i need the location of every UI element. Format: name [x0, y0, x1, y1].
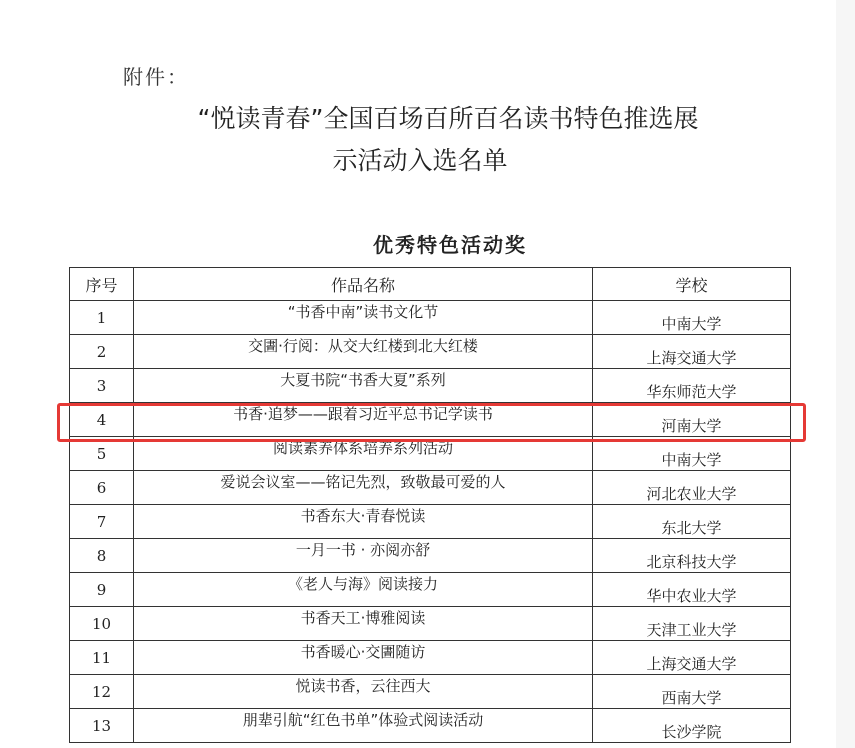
row-work-name: “书香中南”读书文化节: [134, 301, 593, 335]
row-school: 河北农业大学: [593, 471, 791, 505]
row-number: 11: [70, 641, 134, 675]
header-work-name: 作品名称: [134, 268, 593, 301]
row-school: 北京科技大学: [593, 539, 791, 573]
document-title-line-1: “悦读青春”全国百场百所百名读书特色推选展: [197, 104, 699, 133]
table-row: [70, 641, 791, 675]
row-work-name: 书香·追梦——跟着习近平总书记学读书: [134, 403, 593, 437]
section-title: 优秀特色活动奖: [373, 233, 527, 257]
row-number: 13: [70, 709, 134, 743]
table-row: [70, 505, 791, 539]
row-work-name: 书香东大·青春悦读: [134, 505, 593, 539]
row-work-name: 爱说会议室——铭记先烈，致敬最可爱的人: [134, 471, 593, 505]
document-title-line-2: 示活动入选名单: [332, 146, 508, 175]
row-school: 天津工业大学: [593, 607, 791, 641]
row-work-name: 书香天工·博雅阅读: [134, 607, 593, 641]
row-school: 河南大学: [593, 403, 791, 437]
row-number: 8: [70, 539, 134, 573]
table-row: [70, 471, 791, 505]
table-row: [70, 573, 791, 607]
table-header-row: [70, 268, 791, 301]
row-number: 7: [70, 505, 134, 539]
table-row: [70, 539, 791, 573]
row-number: 12: [70, 675, 134, 709]
row-school: 上海交通大学: [593, 335, 791, 369]
row-work-name: 《老人与海》阅读接力: [134, 573, 593, 607]
row-work-name: 交圕·行阅：从交大红楼到北大红楼: [134, 335, 593, 369]
row-school: 西南大学: [593, 675, 791, 709]
table-row: [70, 675, 791, 709]
row-school: 长沙学院: [593, 709, 791, 743]
table-row: [70, 403, 791, 437]
row-school: 上海交通大学: [593, 641, 791, 675]
row-number: 1: [70, 301, 134, 335]
row-work-name: 悦读书香，云往西大: [134, 675, 593, 709]
row-work-name: 阅读素养体系培养系列活动: [134, 437, 593, 471]
table-row: [70, 709, 791, 743]
table-row: [70, 301, 791, 335]
row-school: 中南大学: [593, 301, 791, 335]
table-row: [70, 369, 791, 403]
table-row: [70, 335, 791, 369]
header-number: 序号: [70, 268, 134, 301]
row-school: 华东师范大学: [593, 369, 791, 403]
table-row: [70, 437, 791, 471]
row-number: 5: [70, 437, 134, 471]
row-work-name: 一月一书 · 亦阅亦舒: [134, 539, 593, 573]
attachment-label: 附件：: [123, 65, 189, 89]
row-number: 4: [70, 403, 134, 437]
row-number: 9: [70, 573, 134, 607]
row-number: 2: [70, 335, 134, 369]
row-work-name: 朋辈引航“红色书单”体验式阅读活动: [134, 709, 593, 743]
award-list-table: [69, 267, 791, 743]
row-school: 东北大学: [593, 505, 791, 539]
row-number: 10: [70, 607, 134, 641]
table-row: [70, 607, 791, 641]
row-work-name: 大夏书院“书香大夏”系列: [134, 369, 593, 403]
header-school: 学校: [593, 268, 791, 301]
row-number: 6: [70, 471, 134, 505]
row-work-name: 书香暖心·交圕随访: [134, 641, 593, 675]
row-school: 华中农业大学: [593, 573, 791, 607]
row-school: 中南大学: [593, 437, 791, 471]
row-number: 3: [70, 369, 134, 403]
